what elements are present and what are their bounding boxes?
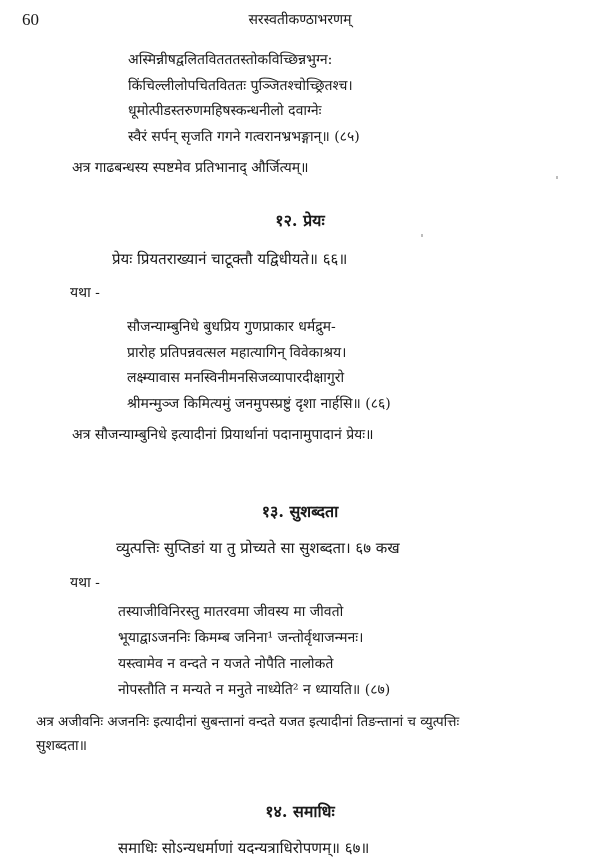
section-12-yatha: यथा - <box>70 285 100 301</box>
section-12-heading: १२. प्रेयः <box>275 211 325 230</box>
verse-87-line-2: भूयाद्वाऽजननिः किमम्ब जनिना¹ जन्तोर्वृथाजन्मनः। <box>118 630 364 646</box>
verse-86-line-2: प्रारोह प्रतिपन्नवत्सल महात्यागिन् विवेकाश्रय। <box>127 345 347 361</box>
section-13-sutra: व्युत्पत्तिः सुप्तिङां या तु प्रोच्यते सा सुशब्दता। ६७ कख <box>116 539 400 557</box>
verse-86-line-4: श्रीमन्मुञ्ज किमित्यमुं जनमुपस्प्रष्टुं दृशा नार्हसि॥ (८६) <box>127 396 391 412</box>
verse-87-line-4: नोपस्तौति न मन्यते न मनुते नाध्येति² न ध्यायति॥ (८७) <box>118 682 391 698</box>
verse-87-line-1: तस्याजीविनिरस्तु मातरवमा जीवस्य मा जीवतो <box>118 604 344 620</box>
page-header <box>0 8 600 32</box>
section-12-commentary: अत्र सौजन्याम्बुनिधे इत्यादीनां प्रियार्थानां पदानामुपादानं प्रेयः॥ <box>72 427 374 443</box>
section-14-heading: १४. समाधिः <box>265 802 335 821</box>
section-13-heading: १३. सुशब्दता <box>261 502 339 521</box>
section-13-yatha: यथा - <box>70 575 100 591</box>
verse-86-line-3: लक्ष्म्यावास मनस्विनीमनसिजव्यापारदीक्षागुरो <box>127 370 345 386</box>
section-13-commentary-line-2: सुशब्दता॥ <box>36 738 88 754</box>
section-13-commentary-line-1: अत्र अजीवनिः अजननिः इत्यादीनां सुबन्तानां वन्दते यजत इत्यादीनां तिङन्तानां च व्युत्पत्तिः <box>36 714 460 730</box>
section-12-sutra: प्रेयः प्रियतराख्यानं चाटूक्तौ यद्विधीयते॥ ६६॥ <box>112 250 348 268</box>
commentary-85: अत्र गाढबन्धस्य स्पष्टमेव प्रतिभानाद् और्जित्यम्॥ <box>72 160 309 176</box>
verse-87-line-3: यस्त्वामेव न वन्दते न यजते नोपैति नालोकते <box>118 656 334 672</box>
scan-speck <box>421 234 423 237</box>
page-number: 60 <box>22 10 39 29</box>
section-14-sutra: समाधिः सोऽन्यधर्माणां यदन्यत्राधिरोपणम्॥ ६७॥ <box>118 839 370 857</box>
verse-85-line-2: किंचिल्लीलोपचितविततः पुञ्जितश्चोच्छ्रितश्च। <box>128 78 353 94</box>
verse-85-line-1: अस्मिन्नीषद्वलितवितततस्तोकविच्छिन्नभुग्न: <box>128 52 333 68</box>
verse-86-line-1: सौजन्याम्बुनिधे बुधप्रिय गुणप्राकार धर्मद्रुम- <box>127 319 336 335</box>
verse-85-line-3: धूमोत्पीडस्तरुणमहिषस्कन्धनीलो दवाग्नेः <box>128 103 322 119</box>
scan-speck <box>556 176 558 179</box>
running-title: सरस्वतीकण्ठाभरणम् <box>248 12 352 28</box>
verse-85-line-4: स्वैरं सर्पन् सृजति गगने गत्वरानभ्रभङ्गान्॥ (८५) <box>128 129 360 145</box>
